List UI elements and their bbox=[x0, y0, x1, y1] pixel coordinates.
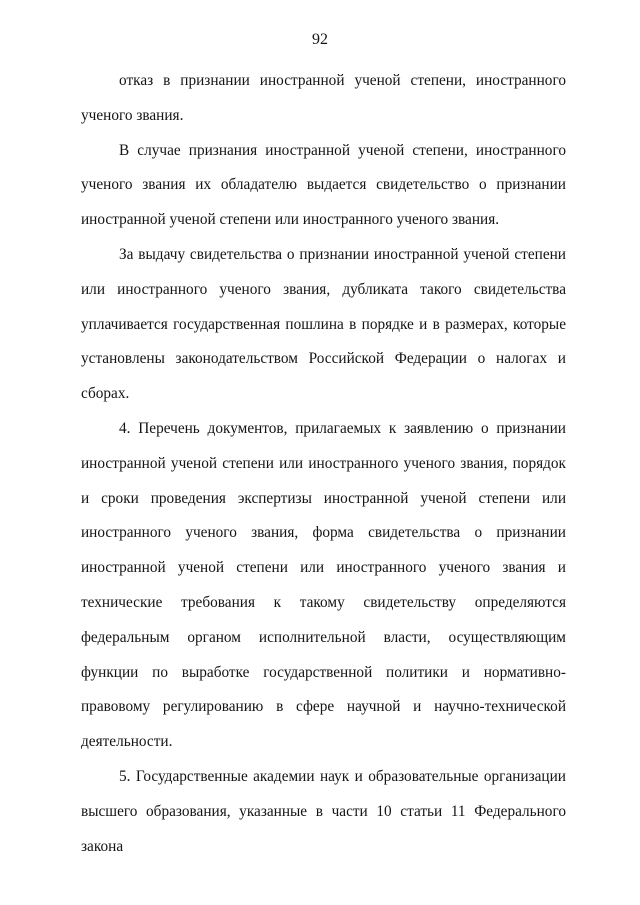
document-body bbox=[81, 64, 566, 864]
page-number: 92 bbox=[312, 31, 328, 48]
paragraph-5: 5. Государственные академии наук и образовательные организации высшего образования, указанные в части 10 статьи 11 Федерального закона bbox=[81, 767, 566, 855]
paragraph-3: За выдачу свидетельства о признании иностранной ученой степени или иностранного ученого звания, дубликата такого свидетельства уплачивается государственная пошлина в порядке и в размерах, которые установлены законодательством Российской Федерации о налогах и сборах. bbox=[81, 245, 566, 403]
paragraph-1: отказ в признании иностранной ученой степени, иностранного ученого звания. bbox=[81, 72, 566, 124]
paragraph-4: 4. Перечень документов, прилагаемых к заявлению о признании иностранной ученой степени или иностранного ученого звания, порядок и сроки проведения экспертизы иностранной ученой степени или иностранного ученого звания, форма свидетельства о признании иностранной ученой степени или иностранного ученого звания и технические требования к такому свидетельству определяются федеральным органом исполнительной власти, осуществляющим функции по выработке государственной политики и нормативно-правовому регулированию в сфере научной и научно-технической деятельности. bbox=[81, 419, 566, 751]
paragraph-2: В случае признания иностранной ученой степени, иностранного ученого звания их обладателю выдается свидетельство о признании иностранной ученой степени или иностранного ученого звания. bbox=[81, 141, 566, 229]
